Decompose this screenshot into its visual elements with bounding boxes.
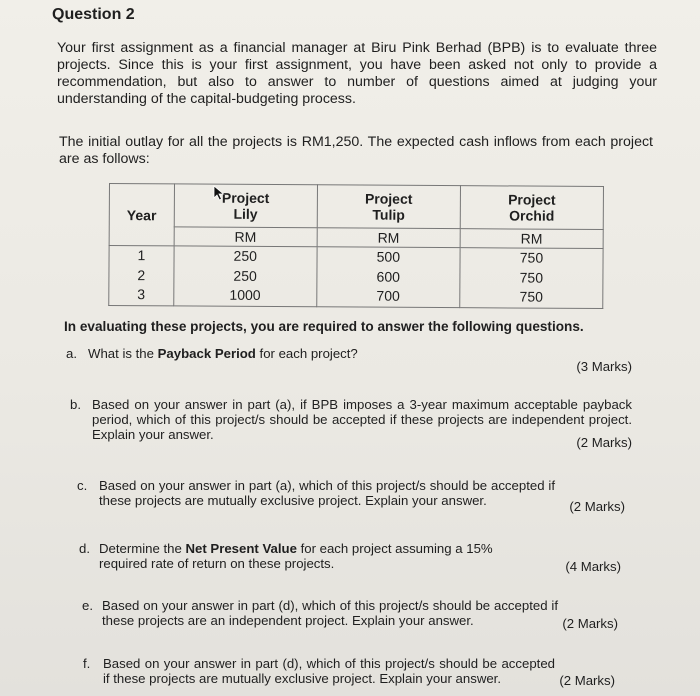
inflow-cell: 600 [376,268,400,285]
question-a: a. What is the Payback Period for each project? (3 Marks) [66,346,632,374]
instruction-text: In evaluating these projects, you are required to answer the following questions. [64,319,584,334]
inflow-cell: 1000 [229,286,261,303]
inflow-cell: 700 [376,287,400,304]
header-lily: Project Lily [174,184,317,228]
outlay-paragraph: The initial outlay for all the projects is RM1,250. The expected cash inflows from each project are as follows: [59,134,653,167]
year-header: Year [109,184,174,246]
question-label: e. [82,598,93,613]
keyword-npv: Net Present Value [185,541,297,556]
cash-inflow-table [108,183,604,309]
unit-orchid: RM [460,229,603,249]
question-label: b. [70,397,81,412]
inflow-cell: 250 [233,247,257,264]
keyword-payback: Payback Period [157,346,256,361]
intro-paragraph: Your first assignment as a financial manager at Biru Pink Berhad (BPB) is to evaluate three projects. Since this is your first assignment, you have been asked not only to provide a recommendation, but also to answer to number of questions aimed at judging your understanding of the capital-budgeting process. [57,40,657,107]
marks-badge: (2 Marks) [559,673,615,688]
inflow-cell: 500 [376,248,401,265]
question-f: f. Based on your answer in part (d), which of this project/s should be accepted if these projects are mutually exclusive project. Explain your answer. (2 Marks) [83,656,615,688]
question-label: c. [77,478,88,493]
orchid-inflows [460,248,604,308]
mouse-cursor-icon [213,185,225,201]
year-cell: 1 [137,247,146,264]
header-tulip: Project Tulip [317,185,460,229]
lily-inflows [173,246,316,306]
marks-badge: (2 Marks) [562,616,618,631]
marks-badge: (4 Marks) [565,559,621,574]
year-cell: 2 [137,266,146,283]
question-label: d. [79,541,90,556]
question-title: Question 2 [52,6,135,23]
inflow-cell: 750 [519,269,544,286]
question-d: d. Determine the Net Present Value for each project assuming a 15% required rate of return on these projects. (4 Marks) [79,541,621,574]
question-label: a. [66,346,77,361]
question-label: f. [83,656,91,671]
table-header-row [109,184,603,230]
unit-lily: RM [174,227,317,247]
marks-badge: (2 Marks) [569,499,625,514]
question-c: c. Based on your answer in part (a), which of this project/s should be accepted if these projects are mutually exclusive project. Explain your answer. (2 Marks) [77,478,625,514]
marks-badge: (2 Marks) [576,435,632,450]
question-e: e. Based on your answer in part (d), which of this project/s should be accepted if these projects are an independent project. Explain your answer. (2 Marks) [82,598,618,631]
year-cell: 3 [137,286,146,303]
table-body-row [109,246,603,309]
inflow-cell: 750 [519,288,543,305]
header-orchid: Project Orchid [460,186,603,230]
tulip-inflows [317,247,460,307]
unit-tulip: RM [317,228,460,248]
marks-badge: (3 Marks) [576,359,632,374]
year-column [109,246,174,306]
inflow-cell: 750 [519,249,544,266]
inflow-cell: 250 [233,267,257,284]
question-b: b. Based on your answer in part (a), if BPB imposes a 3-year maximum acceptable payback period, which of this project/s should be accepted if these projects are independent project. Explain your answer. (2 Marks) [70,397,632,450]
